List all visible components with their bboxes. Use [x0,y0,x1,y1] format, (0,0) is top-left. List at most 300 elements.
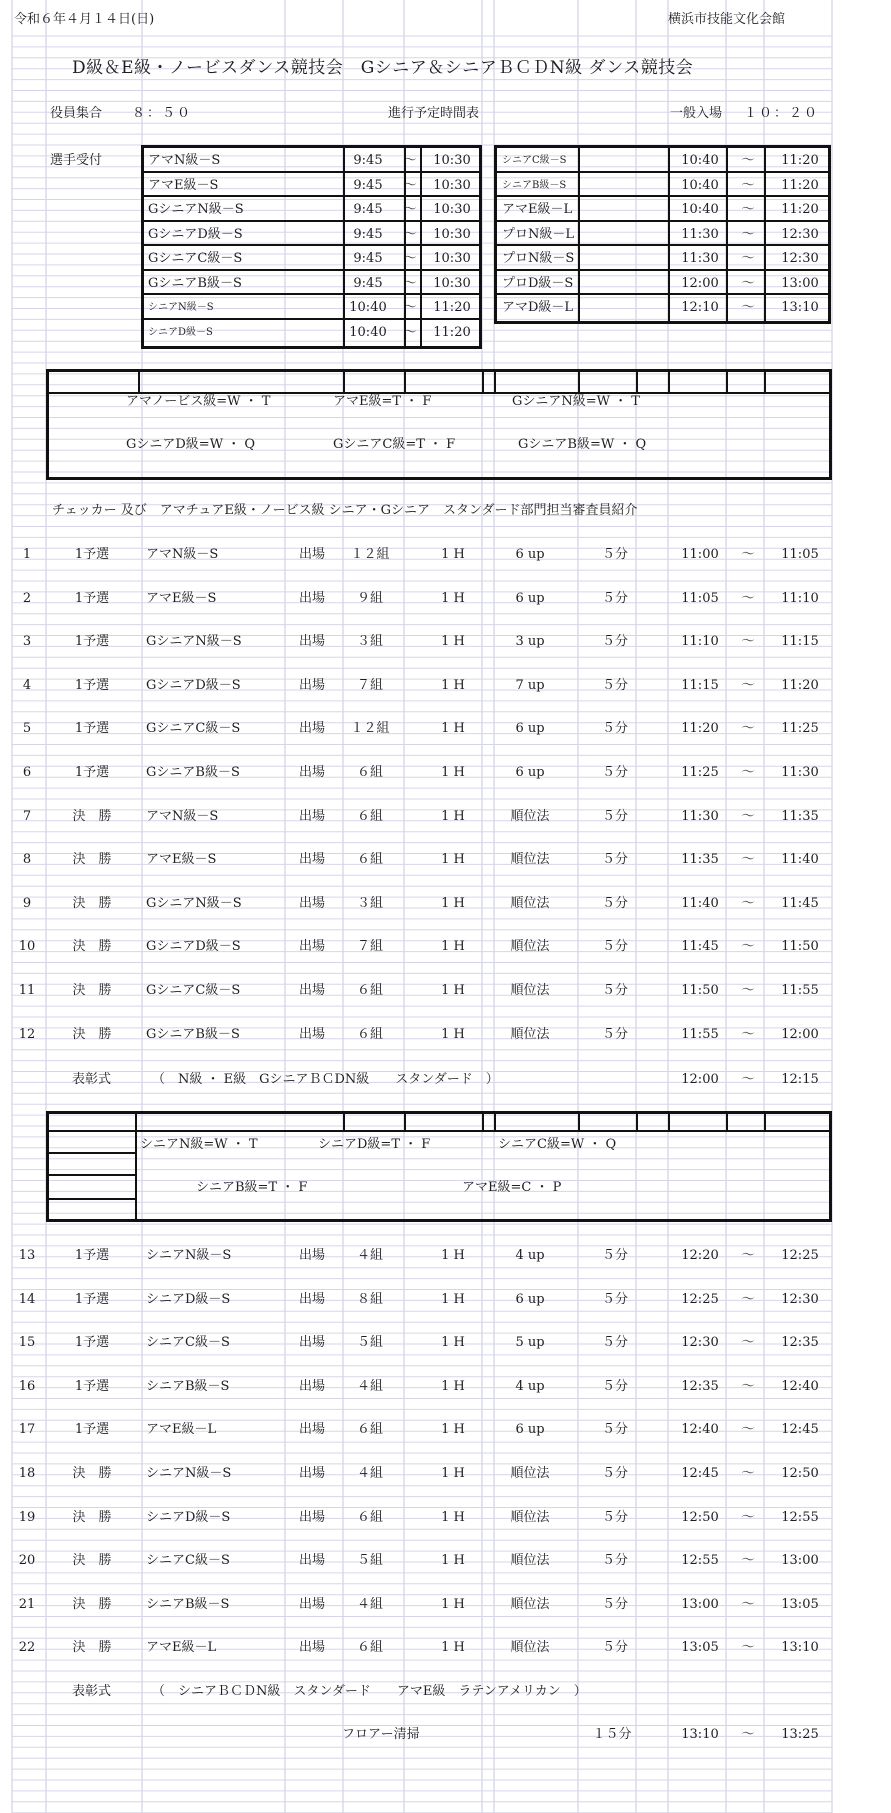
reg-left-class: GシニアD級－S [148,226,243,242]
reg-left-start: 10:40 [349,300,387,315]
row-class: GシニアC級－S [146,983,241,998]
row-round: 1予選 [74,547,110,562]
award1-sep: ～ [741,1072,755,1087]
row-class: シニアB級－S [146,1378,230,1394]
row-entry-label: 出場 [298,895,326,911]
box1-col-divider [404,369,406,393]
award1-label: 表彰式 [72,1072,112,1087]
row-sep: ～ [741,939,755,955]
row-start-time: 12:20 [681,1248,719,1263]
row-round: 決 勝 [72,1553,112,1569]
reg-right-end: 11:20 [781,202,819,217]
row-heat: 1 H [441,983,465,998]
row-sep: ～ [741,1640,755,1656]
row-start-time: 11:40 [681,895,719,911]
row-start-time: 11:20 [681,721,719,737]
row-up: 4 up [515,1378,545,1394]
row-end-time: 11:45 [781,895,819,911]
row-up: 順位法 [510,808,550,824]
row-up: 順位法 [510,1640,550,1656]
reg-left-sep: ～ [403,226,417,242]
row-round: 1予選 [74,590,110,606]
reg-right-start: 10:40 [681,202,719,217]
row-duration: ５分 [601,1335,629,1351]
row-sep: ～ [741,721,755,737]
box2-col-divider [404,1111,406,1131]
row-groups: ６組 [356,983,384,998]
row-sep: ～ [741,590,755,606]
row-round: 1予選 [74,677,110,693]
row-class: GシニアC級－S [146,721,241,737]
row-heat: 1 H [441,939,465,955]
officials-label: 役員集合 [50,106,103,121]
reg-left-end: 10:30 [433,251,471,266]
row-entry-label: 出場 [298,1335,326,1351]
row-end-time: 12:55 [781,1509,819,1525]
row-duration: ５分 [601,1466,629,1481]
box2-dance-1: シニアN級=W ・ T [140,1137,258,1152]
row-groups: ８組 [356,1291,384,1307]
row-round: 決 勝 [72,1466,112,1481]
reg-left-start: 10:40 [349,324,387,340]
row-sep: ～ [741,1291,755,1307]
row-entry-label: 出場 [298,1291,326,1307]
reg-right-start: 11:30 [681,251,719,266]
row-class: アマN級－S [146,808,219,824]
row-number: 11 [18,983,36,998]
reg-right-end: 13:00 [781,275,819,291]
row-number: 16 [18,1378,36,1394]
reg-left-start: 9:45 [353,275,383,291]
reg-left-class: シニアN級－S [148,302,214,313]
row-number: 20 [18,1553,36,1569]
row-up: 7 up [515,677,545,693]
row-groups: ６組 [356,808,384,824]
row-number: 14 [18,1291,36,1307]
row-sep: ～ [741,765,755,780]
reg-right-class: アマE級－L [502,202,573,217]
reg-right-sep: ～ [741,300,755,315]
box1-dance-3: GシニアN級=W ・ T [512,394,640,409]
row-start-time: 11:30 [681,808,719,824]
reg-left-end: 10:30 [433,177,471,193]
row-entry-label: 出場 [298,634,326,650]
row-number: 17 [18,1422,36,1438]
row-up: 順位法 [510,983,550,998]
row-class: GシニアB級－S [146,765,240,780]
row-end-time: 11:50 [781,939,819,955]
reg-left-row-divider [141,293,482,295]
row-class: アマE級－S [146,852,217,868]
box1-col-divider [343,369,345,393]
reg-right-col-divider [668,145,670,324]
row-duration: ５分 [601,939,629,955]
general-entry-time: １０：２０ [744,106,820,121]
reg-right-end: 12:30 [781,251,819,266]
box1-col-divider [668,369,670,393]
row-heat: 1 H [441,721,465,737]
row-start-time: 11:05 [681,590,719,606]
reg-left-end: 10:30 [433,153,471,168]
row-groups: ４組 [356,1378,384,1394]
row-up: 6 up [515,721,545,737]
registration-label: 選手受付 [50,153,103,168]
row-heat: 1 H [441,1466,465,1481]
row-end-time: 12:50 [781,1466,819,1481]
reg-left-class: GシニアC級－S [148,251,243,266]
row-class: シニアC級－S [146,1335,230,1351]
row-end-time: 12:35 [781,1335,819,1351]
row-heat: 1 H [441,895,465,911]
reg-right-class: プロN級－S [502,251,575,266]
reg-left-start: 9:45 [353,177,383,193]
date-text: 令和６年４月１４日(日) [14,12,155,27]
row-duration: ５分 [601,808,629,824]
reg-left-class: GシニアN級－S [148,202,244,217]
row-start-time: 13:00 [681,1596,719,1612]
row-start-time: 12:55 [681,1553,719,1569]
row-number: 1 [22,547,32,562]
row-number: 22 [18,1640,36,1656]
box2-dance-4: シニアB級=T ・ F [196,1180,308,1195]
row-start-time: 11:35 [681,852,719,868]
reg-right-row-divider [494,293,831,295]
row-start-time: 12:35 [681,1378,719,1394]
box1-dance-5: GシニアC級=T ・ F [333,437,456,452]
row-up: 6 up [515,590,545,606]
row-groups: ６組 [356,1026,384,1042]
row-class: GシニアN級－S [146,634,242,650]
row-heat: 1 H [441,1026,465,1042]
reg-right-end: 11:20 [781,177,819,193]
reg-right-class: シニアB級－S [502,179,567,191]
row-end-time: 11:05 [781,547,819,562]
reg-right-row-divider [494,195,831,197]
row-duration: ５分 [601,634,629,650]
row-end-time: 11:15 [781,634,819,650]
reg-right-end: 11:20 [781,153,819,168]
box2-col-divider [343,1111,345,1131]
row-start-time: 11:55 [681,1026,719,1042]
cleanup-duration: １５分 [592,1727,632,1742]
row-round: 1予選 [74,1248,110,1263]
row-duration: ５分 [601,1640,629,1656]
row-sep: ～ [741,1248,755,1263]
row-groups: ４組 [356,1248,384,1263]
row-heat: 1 H [441,1596,465,1612]
row-entry-label: 出場 [298,1026,326,1042]
row-groups: ９組 [356,590,384,606]
row-number: 2 [22,590,32,606]
row-end-time: 11:35 [781,808,819,824]
row-entry-label: 出場 [298,590,326,606]
row-up: 順位法 [510,1026,550,1042]
box2-row-divider [46,1174,136,1176]
row-duration: ５分 [601,983,629,998]
row-round: 決 勝 [72,983,112,998]
row-sep: ～ [741,1026,755,1042]
row-up: 順位法 [510,852,550,868]
row-up: 順位法 [510,1596,550,1612]
reg-right-row-divider [494,269,831,271]
row-sep: ～ [741,1553,755,1569]
row-number: 9 [22,895,32,911]
row-round: 決 勝 [72,852,112,868]
award1-start: 12:00 [681,1072,719,1087]
row-round: 1予選 [74,1291,110,1307]
row-class: シニアN級－S [146,1466,232,1481]
box1-col-divider [764,369,766,393]
row-sep: ～ [741,1335,755,1351]
row-round: 決 勝 [72,1026,112,1042]
dance-assignment-box-2 [46,1111,832,1222]
row-round: 決 勝 [72,808,112,824]
row-end-time: 12:30 [781,1291,819,1307]
row-sep: ～ [741,808,755,824]
row-duration: ５分 [601,1248,629,1263]
reg-right-sep: ～ [741,251,755,266]
row-sep: ～ [741,634,755,650]
row-number: 12 [18,1026,36,1042]
row-class: GシニアB級－S [146,1026,240,1042]
row-heat: 1 H [441,590,465,606]
row-groups: ６組 [356,852,384,868]
award2-desc: （ シニアＢＣＤN級 スタンダード アマE級 ラテンアメリカン ） [152,1684,587,1699]
row-heat: 1 H [441,1291,465,1307]
row-end-time: 11:25 [781,721,819,737]
award1-desc: （ N級 ・ E級 GシニアＢＣDN級 スタンダード ） [152,1072,499,1087]
box1-dance-2: アマE級=T ・ F [333,394,432,409]
row-end-time: 11:55 [781,983,819,998]
row-start-time: 11:10 [681,634,719,650]
row-number: 5 [22,721,32,737]
row-up: 5 up [515,1335,545,1351]
row-end-time: 11:40 [781,852,819,868]
row-groups: １２組 [350,547,390,562]
row-start-time: 11:50 [681,983,719,998]
row-class: シニアC級－S [146,1553,230,1569]
reg-right-start: 11:30 [681,226,719,242]
reg-right-sep: ～ [741,202,755,217]
row-up: 順位法 [510,1509,550,1525]
row-duration: ５分 [601,1509,629,1525]
row-round: 決 勝 [72,1509,112,1525]
row-class: アマN級－S [146,547,219,562]
reg-right-start: 12:10 [681,300,719,315]
box2-dance-5: アマE級=C ・ P [462,1180,562,1195]
reg-left-start: 9:45 [353,251,383,266]
row-number: 19 [18,1509,36,1525]
box1-col-divider [482,369,484,393]
reg-right-sep: ～ [741,226,755,242]
reg-left-sep: ～ [403,275,417,291]
row-up: 6 up [515,1422,545,1438]
reg-left-col-divider [343,145,345,349]
reg-left-sep: ～ [403,251,417,266]
row-end-time: 12:40 [781,1378,819,1394]
row-end-time: 13:05 [781,1596,819,1612]
row-class: GシニアN級－S [146,895,242,911]
row-round: 決 勝 [72,1596,112,1612]
box2-col-divider [135,1111,137,1222]
reg-left-start: 9:45 [353,226,383,242]
reg-right-row-divider [494,244,831,246]
reg-right-start: 12:00 [681,275,719,291]
row-round: 1予選 [74,1378,110,1394]
row-number: 13 [18,1248,36,1263]
reg-left-row-divider [141,244,482,246]
row-number: 10 [18,939,36,955]
reg-left-row-divider [141,195,482,197]
row-heat: 1 H [441,634,465,650]
row-class: シニアB級－S [146,1596,230,1612]
row-round: 1予選 [74,1335,110,1351]
row-groups: ５組 [356,1335,384,1351]
row-entry-label: 出場 [298,808,326,824]
row-sep: ～ [741,1422,755,1438]
row-start-time: 12:50 [681,1509,719,1525]
reg-left-end: 10:30 [433,275,471,291]
row-class: アマE級－L [146,1422,217,1438]
row-duration: ５分 [601,1422,629,1438]
reg-left-sep: ～ [403,202,417,217]
checker-note: チェッカー 及び アマチュアE級・ノービス級 シニア・Gシニア スタンダード部門担当審査員紹介 [52,503,638,518]
reg-right-row-divider [494,171,831,173]
row-start-time: 12:25 [681,1291,719,1307]
reg-right-col-divider [726,145,728,324]
row-round: 1予選 [74,634,110,650]
row-heat: 1 H [441,1422,465,1438]
box1-col-divider [494,369,496,393]
row-entry-label: 出場 [298,721,326,737]
reg-left-row-divider [141,269,482,271]
row-entry-label: 出場 [298,1553,326,1569]
row-class: GシニアD級－S [146,677,241,693]
box2-col-divider [726,1111,728,1131]
box1-dance-1: アマノービス級=W ・ T [126,394,271,409]
row-up: 3 up [515,634,545,650]
row-heat: 1 H [441,1640,465,1656]
row-class: シニアD級－S [146,1291,231,1307]
page-title: D級＆E級・ノービスダンス競技会 Gシニア＆シニアＢＣＤN級 ダンス競技会 [72,58,694,78]
row-sep: ～ [741,983,755,998]
row-groups: ６組 [356,765,384,780]
reg-left-sep: ～ [403,324,417,340]
row-groups: ６組 [356,1422,384,1438]
row-entry-label: 出場 [298,1422,326,1438]
row-duration: ５分 [601,547,629,562]
box1-dance-6: GシニアB級=W ・ Q [518,437,647,452]
row-groups: ６組 [356,1640,384,1656]
box1-dance-4: GシニアD級=W ・ Q [126,437,255,452]
reg-left-row-divider [141,171,482,173]
reg-right-end: 13:10 [781,300,819,315]
row-start-time: 11:15 [681,677,719,693]
reg-left-sep: ～ [403,177,417,193]
box2-dance-2: シニアD級=T ・ F [318,1137,431,1152]
box2-row-divider [46,1198,136,1200]
row-entry-label: 出場 [298,939,326,955]
box2-col-divider [578,1111,580,1131]
reg-left-start: 9:45 [353,153,383,168]
row-entry-label: 出場 [298,1248,326,1263]
row-start-time: 12:30 [681,1335,719,1351]
row-class: GシニアD級－S [146,939,241,955]
reg-left-class: シニアD級－S [148,326,213,338]
row-up: 6 up [515,1291,545,1307]
reg-left-col-divider [404,145,406,349]
row-sep: ～ [741,677,755,693]
reg-left-start: 9:45 [353,202,383,217]
row-start-time: 13:05 [681,1640,719,1656]
row-entry-label: 出場 [298,1466,326,1481]
row-sep: ～ [741,1378,755,1394]
row-duration: ５分 [601,1378,629,1394]
reg-left-end: 11:20 [433,300,471,315]
row-groups: ７組 [356,939,384,955]
award2-label: 表彰式 [72,1684,112,1699]
reg-left-class: アマE級－S [148,177,219,193]
general-entry-label: 一般入場 [670,106,723,121]
box1-col-divider [578,369,580,393]
row-class: シニアN級－S [146,1248,232,1263]
row-entry-label: 出場 [298,765,326,780]
row-round: 1予選 [74,721,110,737]
cleanup-label: フロアー清掃 [342,1727,420,1742]
reg-right-start: 10:40 [681,153,719,168]
row-groups: ７組 [356,677,384,693]
row-duration: ５分 [601,765,629,780]
box2-col-divider [668,1111,670,1131]
box2-row-divider [46,1152,136,1154]
reg-left-end: 10:30 [433,202,471,217]
row-end-time: 12:25 [781,1248,819,1263]
reg-left-end: 10:30 [433,226,471,242]
row-number: 3 [22,634,32,650]
reg-left-class: GシニアB級－S [148,275,242,291]
row-round: 1予選 [74,765,110,780]
row-class: アマE級－L [146,1640,217,1656]
row-number: 4 [22,677,32,693]
row-groups: ４組 [356,1466,384,1481]
row-groups: ４組 [356,1596,384,1612]
row-end-time: 12:45 [781,1422,819,1438]
row-entry-label: 出場 [298,1596,326,1612]
row-number: 8 [22,852,32,868]
box2-col-divider [636,1111,638,1131]
cleanup-sep: ～ [741,1727,755,1742]
row-number: 18 [18,1466,36,1481]
row-heat: 1 H [441,852,465,868]
row-heat: 1 H [441,677,465,693]
row-up: 6 up [515,547,545,562]
row-sep: ～ [741,852,755,868]
row-entry-label: 出場 [298,983,326,998]
box2-col-divider [482,1111,484,1131]
reg-left-row-divider [141,220,482,222]
row-round: 決 勝 [72,895,112,911]
row-class: シニアD級－S [146,1509,231,1525]
row-duration: ５分 [601,677,629,693]
row-up: 順位法 [510,1466,550,1481]
row-heat: 1 H [441,808,465,824]
row-sep: ～ [741,1596,755,1612]
reg-right-class: シニアC級－S [502,155,567,166]
row-end-time: 13:10 [781,1640,819,1656]
row-round: 決 勝 [72,939,112,955]
reg-right-class: アマD級－L [502,300,574,315]
venue-text: 横浜市技能文化会館 [668,12,786,27]
